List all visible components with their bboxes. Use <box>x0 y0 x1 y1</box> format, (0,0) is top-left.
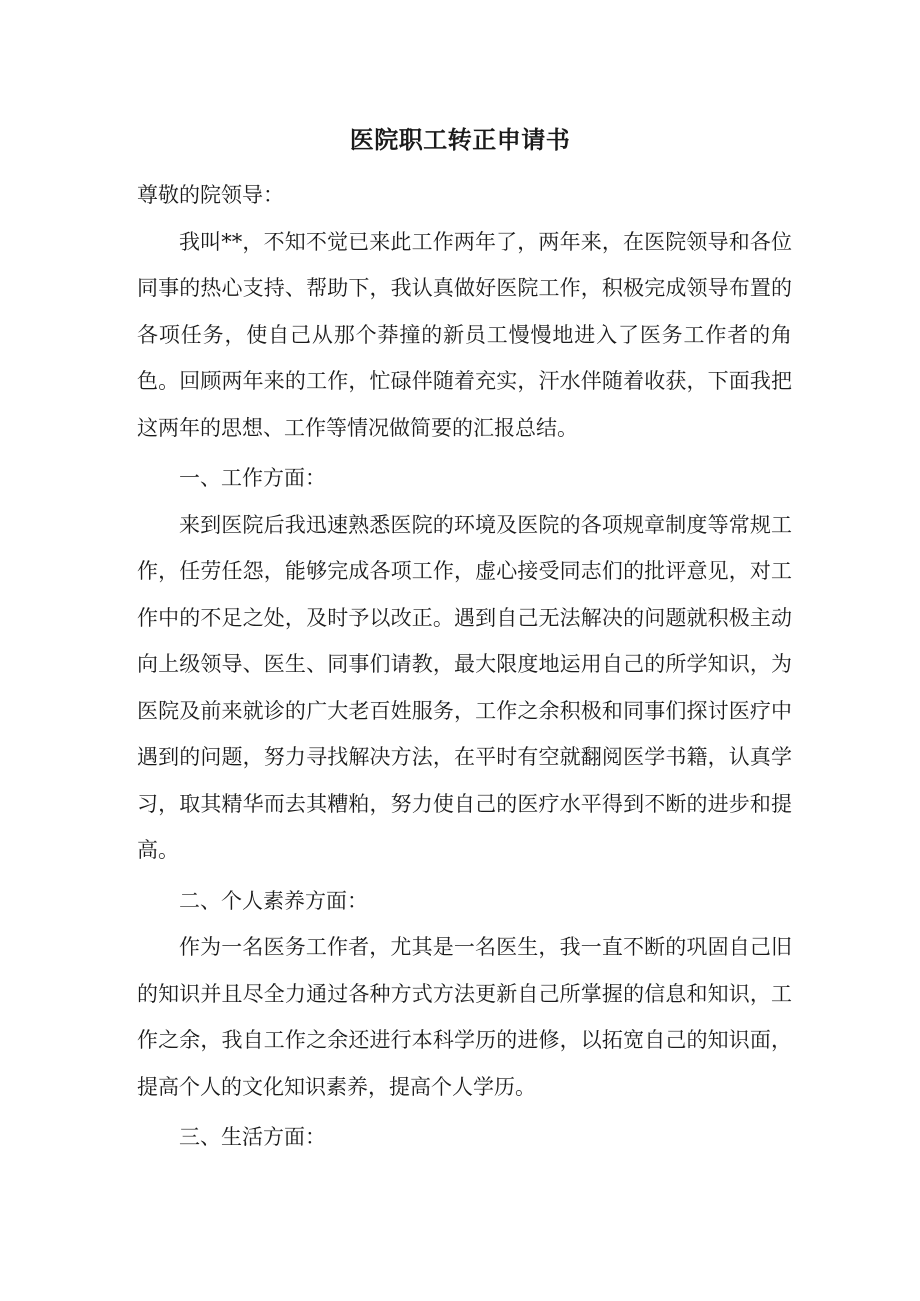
personal-paragraph: 作为一名医务工作者，尤其是一名医生，我一直不断的巩固自己旧的知识并且尽全力通过各种方式方法更新自己所掌握的信息和知识，工作之余，我自工作之余还进行本科学历的进修，以拓宽自己的知识面，提高个人的文化知识素养，提高个人学历。 <box>137 935 792 1099</box>
section-heading-life: 三、生活方面： <box>179 1125 326 1149</box>
document-title: 医院职工转正申请书 <box>349 126 571 154</box>
work-paragraph: 来到医院后我迅速熟悉医院的环境及医院的各项规章制度等常规工作，任劳任怨，能够完成各项工作，虚心接受同志们的批评意见，对工作中的不足之处，及时予以改正。遇到自己无法解决的问题就积极主动向上级领导、医生、同事们请教，最大限度地运用自己的所学知识，为医院及前来就诊的广大老百姓服务，工作之余积极和同事们探讨医疗中遇到的问题，努力寻找解决方法，在平时有空就翻阅医学书籍，认真学习，取其精华而去其糟粕，努力使自己的医疗水平得到不断的进步和提高。 <box>137 512 792 862</box>
document-body <box>137 172 792 1161</box>
section-heading-personal: 二、个人素养方面： <box>179 888 368 913</box>
salutation: 尊敬的院领导： <box>137 183 284 207</box>
intro-paragraph: 我叫**，不知不觉已来此工作两年了，两年来，在医院领导和各位同事的热心支持、帮助下，我认真做好医院工作，积极完成领导布置的各项任务，使自己从那个莽撞的新员工慢慢地进入了医务工作者的角色。回顾两年来的工作，忙碌伴随着充实，汗水伴随着收获，下面我把这两年的思想、工作等情况做简要的汇报总结。 <box>137 229 792 440</box>
section-heading-work: 一、工作方面： <box>179 466 326 490</box>
